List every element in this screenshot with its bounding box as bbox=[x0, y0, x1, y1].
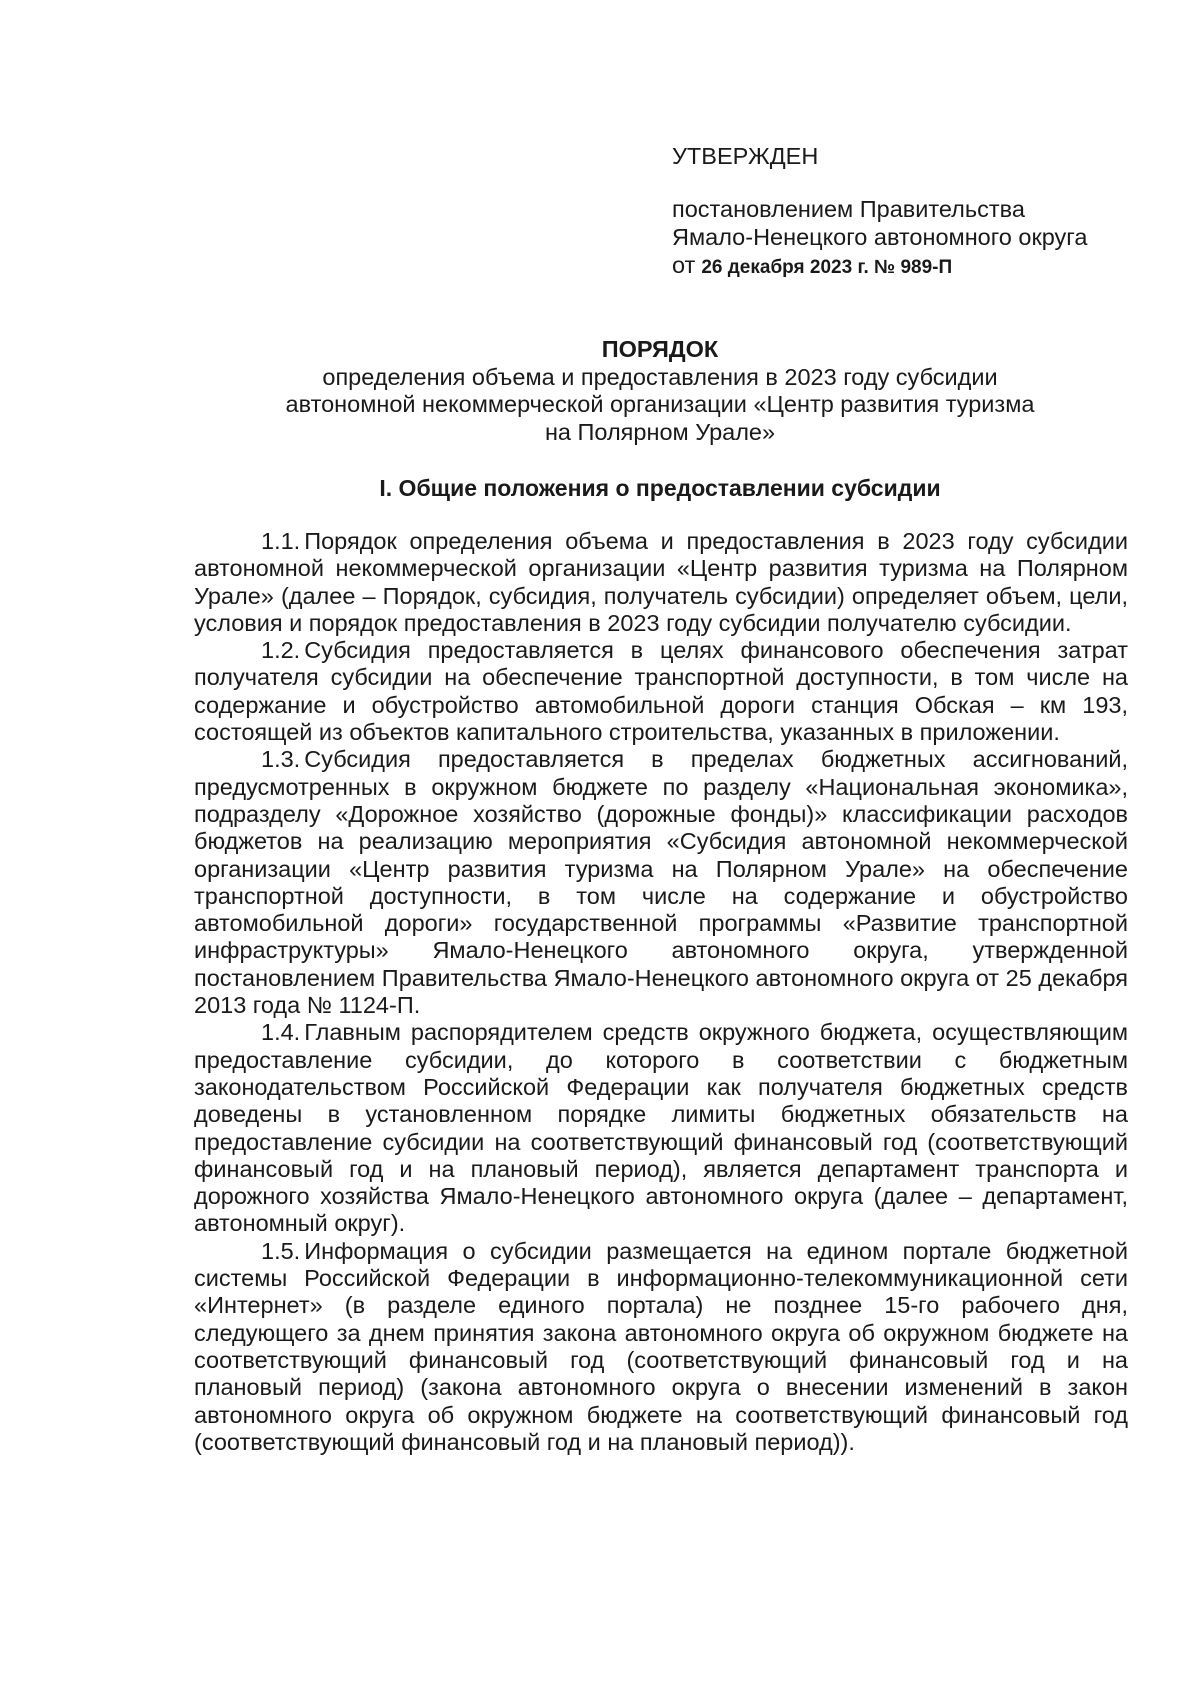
paragraph-text: Порядок определения объема и предоставления в 2023 году субсидии автономной некоммерческой организации «Центр развития туризма на Полярном Урале» (далее – Порядок, субсидия, получатель субсидии) определяет объем, цели, условия и порядок предоставления в 2023 году субсидии получателю субсидии. bbox=[194, 528, 1128, 636]
paragraph-text: Главным распорядителем средств окружного бюджета, осуществляющим предоставление субсидии, до которого в соответствии с бюджетным законодательством Российской Федерации как получателя бюджетных средств доведены в установленном порядке лимиты бюджетных обязательств на предоставление субсидии на соответствующий финансовый год (соответствующий финансовый год и на плановый период), является департамент транспорта и дорожного хозяйства Ямало-Ненецкого автономного округа (далее – департамент, автономный округ). bbox=[194, 1019, 1128, 1237]
paragraph-1-1 bbox=[194, 528, 1128, 637]
paragraph-number: 1.1. bbox=[261, 528, 301, 554]
paragraph-1-5 bbox=[194, 1238, 1128, 1456]
paragraph-text: Субсидия предоставляется в пределах бюджетных ассигнований, предусмотренных в окружном бюджете по разделу «Национальная экономика», подразделу «Дорожное хозяйство (дорожные фонды)» классификации расходов бюджетов на реализацию мероприятия «Субсидия автономной некоммерческой организации «Центр развития туризма на Полярном Урале» на обеспечение транспортной доступности, в том числе на содержание и обустройство автомобильной дороги» государственной программы «Развитие транспортной инфраструктуры» Ямало-Ненецкого автономного округа, утвержденной постановлением Правительства Ямало-Ненецкого автономного округа от 25 декабря 2013 года № 1124-П. bbox=[194, 746, 1128, 1019]
approval-from: от bbox=[672, 252, 696, 278]
approval-date-line bbox=[672, 251, 1142, 282]
paragraph-1-3 bbox=[194, 746, 1128, 1019]
document-title-block bbox=[190, 336, 1130, 446]
approval-line-1: постановлением Правительства bbox=[672, 196, 1025, 222]
approval-date-number: 26 декабря 2023 г. № 989-П bbox=[701, 257, 953, 278]
paragraph-text: Информация о субсидии размещается на едином портале бюджетной системы Российской Федерации в информационно-телекоммуникационной сети «Интернет» (в разделе единого портала) не позднее 15-го рабочего дня, следующего за днем принятия закона автономного округа об окружном бюджете на соответствующий финансовый год (соответствующий финансовый год и на плановый период) (закона автономного округа о внесении изменений в закон автономного округа об окружном бюджете на соответствующий финансовый год (соответствующий финансовый год и на плановый период)). bbox=[194, 1237, 1128, 1455]
section-heading: I. Общие положения о предоставлении субсидии bbox=[379, 475, 941, 501]
paragraph-number: 1.5. bbox=[261, 1237, 301, 1264]
document-subtitle-line-2: автономной некоммерческой организации «Центр развития туризма bbox=[285, 391, 1035, 417]
paragraph-number: 1.2. bbox=[261, 637, 301, 664]
paragraph-1-2 bbox=[194, 637, 1128, 746]
document-body bbox=[194, 528, 1128, 1456]
paragraph-number: 1.4. bbox=[261, 1019, 301, 1046]
approval-stamp: УТВЕРЖДЕН bbox=[672, 143, 819, 169]
document-title: ПОРЯДОК bbox=[601, 336, 719, 362]
paragraph-text: Субсидия предоставляется в целях финансового обеспечения затрат получателя субсидии на обеспечение транспортной доступности, в том числе на содержание и обустройство автомобильной дороги станция Обская – км 193, состоящей из объектов капитального строительства, указанных в приложении. bbox=[194, 637, 1128, 746]
paragraph-1-4 bbox=[194, 1019, 1128, 1237]
document-subtitle-line-1: определения объема и предоставления в 2023 году субсидии bbox=[322, 363, 998, 390]
paragraph-number: 1.3. bbox=[261, 746, 301, 773]
document-subtitle-line-3: на Полярном Урале» bbox=[544, 418, 776, 445]
approval-line-2: Ямало-Ненецкого автономного округа bbox=[672, 224, 1088, 250]
approval-block bbox=[672, 142, 1142, 282]
